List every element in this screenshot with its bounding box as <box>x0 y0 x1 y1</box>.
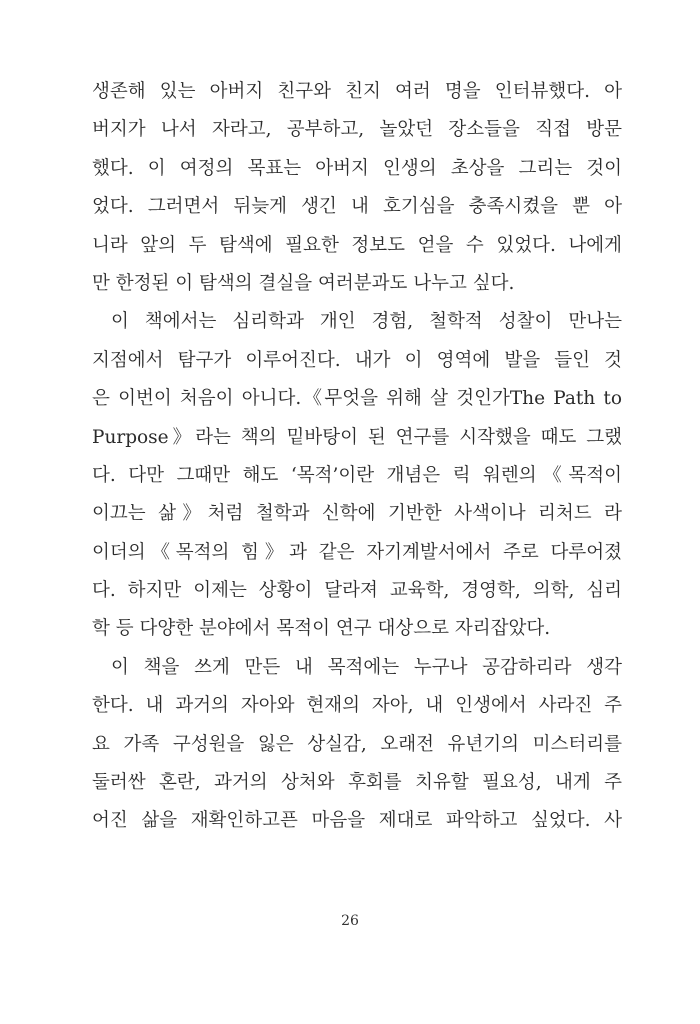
text-line: 지점에서 탐구가 이루어진다. 내가 이 영역에 발을 들인 것 <box>92 349 622 371</box>
page-number: 26 <box>341 913 359 929</box>
text-line: Purpose》라는 책의 밑바탕이 된 연구를 시작했을 때도 그랬 <box>92 426 622 448</box>
text-line: 한다. 내 과거의 자아와 현재의 자아, 내 인생에서 사라진 주 <box>92 695 622 717</box>
text-line: 요 가족 구성원을 잃은 상실감, 오래전 유년기의 미스터리를 <box>92 733 622 755</box>
text-line: 했다. 이 여정의 목표는 아버지 인생의 초상을 그리는 것이 <box>92 157 622 179</box>
body-text <box>92 73 622 841</box>
text-line: 이더의《목적의 힘》과 같은 자기계발서에서 주로 다루어졌 <box>92 541 622 563</box>
text-line: 버지가 나서 자라고, 공부하고, 놀았던 장소들을 직접 방문 <box>92 119 622 141</box>
paragraph-start-line: 이 책에서는 심리학과 개인 경험, 철학적 성찰이 만나는 <box>111 311 622 333</box>
text-line: 만 한정된 이 탐색의 결실을 여러분과도 나누고 싶다. <box>92 272 515 294</box>
text-line: 다. 하지만 이제는 상황이 달라져 교육학, 경영학, 의학, 심리 <box>92 580 622 602</box>
text-line: 은 이번이 처음이 아니다.《무엇을 위해 살 것인가The Path to <box>92 388 622 410</box>
text-line: 학 등 다양한 분야에서 목적이 연구 대상으로 자리잡았다. <box>92 618 551 640</box>
text-line: 어진 삶을 재확인하고픈 마음을 제대로 파악하고 싶었다. 사 <box>92 810 622 832</box>
paragraph-start-line: 이 책을 쓰게 만든 내 목적에는 누구나 공감하리라 생각 <box>111 656 622 678</box>
text-line: 둘러싼 혼란, 과거의 상처와 후회를 치유할 필요성, 내게 주 <box>92 772 622 794</box>
text-line: 이끄는 삶》처럼 철학과 신학에 기반한 사색이나 리처드 라 <box>92 503 622 525</box>
text-line: 생존해 있는 아버지 친구와 친지 여러 명을 인터뷰했다. 아 <box>92 81 622 102</box>
text-line: 니라 앞의 두 탐색에 필요한 정보도 얻을 수 있었다. 나에게 <box>92 234 622 256</box>
text-line: 다. 다만 그때만 해도 ‘목적’이란 개념은 릭 워렌의《목적이 <box>92 464 622 486</box>
text-line: 었다. 그러면서 뒤늦게 생긴 내 호기심을 충족시켰을 뿐 아 <box>92 196 622 218</box>
